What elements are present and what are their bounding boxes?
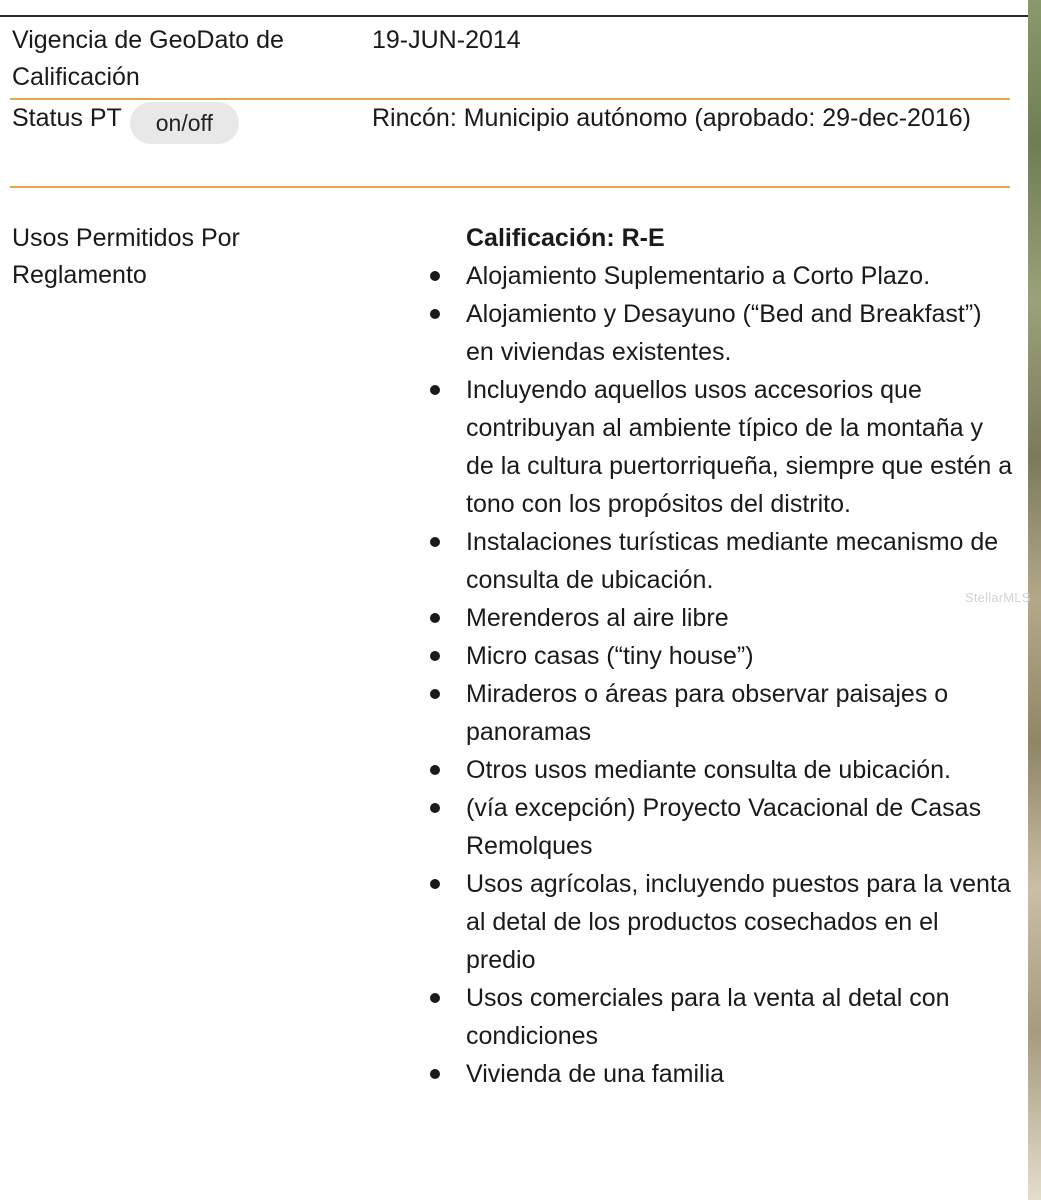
row-divider: [10, 186, 1010, 188]
list-item-text: Vivienda de una familia: [466, 1060, 725, 1088]
list-item-text: Miraderos o áreas para observar paisajes o panoramas: [466, 680, 949, 746]
row-value: 19-JUN-2014: [372, 26, 521, 54]
list-item-text: Instalaciones turísticas mediante mecanismo de consulta de ubicación.: [466, 528, 999, 594]
watermark-logo: StellarMLS: [965, 590, 1031, 605]
list-item: [428, 523, 1013, 599]
bullet-icon: [430, 803, 440, 813]
bullet-icon: [430, 271, 440, 281]
list-item-text: Usos agrícolas, incluyendo puestos para la venta al detal de los productos cosechados en el predio: [466, 870, 1011, 974]
status-toggle-button[interactable]: on/off: [130, 102, 239, 144]
list-item: [428, 1055, 1013, 1093]
bullet-icon: [430, 1069, 440, 1079]
list-item: [428, 637, 1013, 675]
bullet-icon: [430, 385, 440, 395]
list-item: [428, 979, 1013, 1055]
list-item: [428, 371, 1013, 523]
bullet-icon: [430, 765, 440, 775]
row-label: Vigencia de GeoDato de Calificación: [12, 26, 284, 91]
list-item: [428, 599, 1013, 637]
list-item-text: Alojamiento Suplementario a Corto Plazo.: [466, 262, 931, 290]
bullet-icon: [430, 993, 440, 1003]
zoning-classification-title: Calificación: R-E: [466, 224, 665, 252]
list-item: [428, 295, 1013, 371]
uses-section-label: Usos Permitidos Por Reglamento: [12, 224, 240, 289]
list-item-text: Incluyendo aquellos usos accesorios que contribuyan al ambiente típico de la montaña y de la cultura puertorriqueña, siempre que estén a tono con los propósitos del distrito.: [466, 376, 1013, 518]
list-item-text: Alojamiento y Desayuno (“Bed and Breakfast”) en viviendas existentes.: [466, 300, 982, 366]
list-item: [428, 751, 1013, 789]
list-item: [428, 257, 1013, 295]
row-label: Status PT: [12, 104, 122, 132]
list-item: [428, 789, 1013, 865]
list-item-text: (vía excepción) Proyecto Vacacional de Casas Remolques: [466, 794, 982, 860]
table-row-vigencia: [10, 22, 1010, 98]
top-divider: [0, 15, 1028, 17]
bullet-icon: [430, 879, 440, 889]
permitted-uses-list: [428, 257, 1013, 1093]
list-item: [428, 865, 1013, 979]
list-item-text: Otros usos mediante consulta de ubicación.: [466, 756, 951, 784]
list-item: [428, 675, 1013, 751]
row-value: Rincón: Municipio autónomo (aprobado: 29-dec-2016): [372, 104, 971, 132]
bullet-icon: [430, 651, 440, 661]
list-item-text: Usos comerciales para la venta al detal con condiciones: [466, 984, 950, 1050]
row-label-group: [12, 100, 352, 144]
uses-section: [428, 220, 1013, 1093]
list-item-text: Merenderos al aire libre: [466, 604, 729, 632]
bullet-icon: [430, 613, 440, 623]
bullet-icon: [430, 309, 440, 319]
bullet-icon: [430, 537, 440, 547]
bullet-icon: [430, 689, 440, 699]
table-row-status-pt: [10, 100, 1010, 186]
list-item-text: Micro casas (“tiny house”): [466, 642, 754, 670]
